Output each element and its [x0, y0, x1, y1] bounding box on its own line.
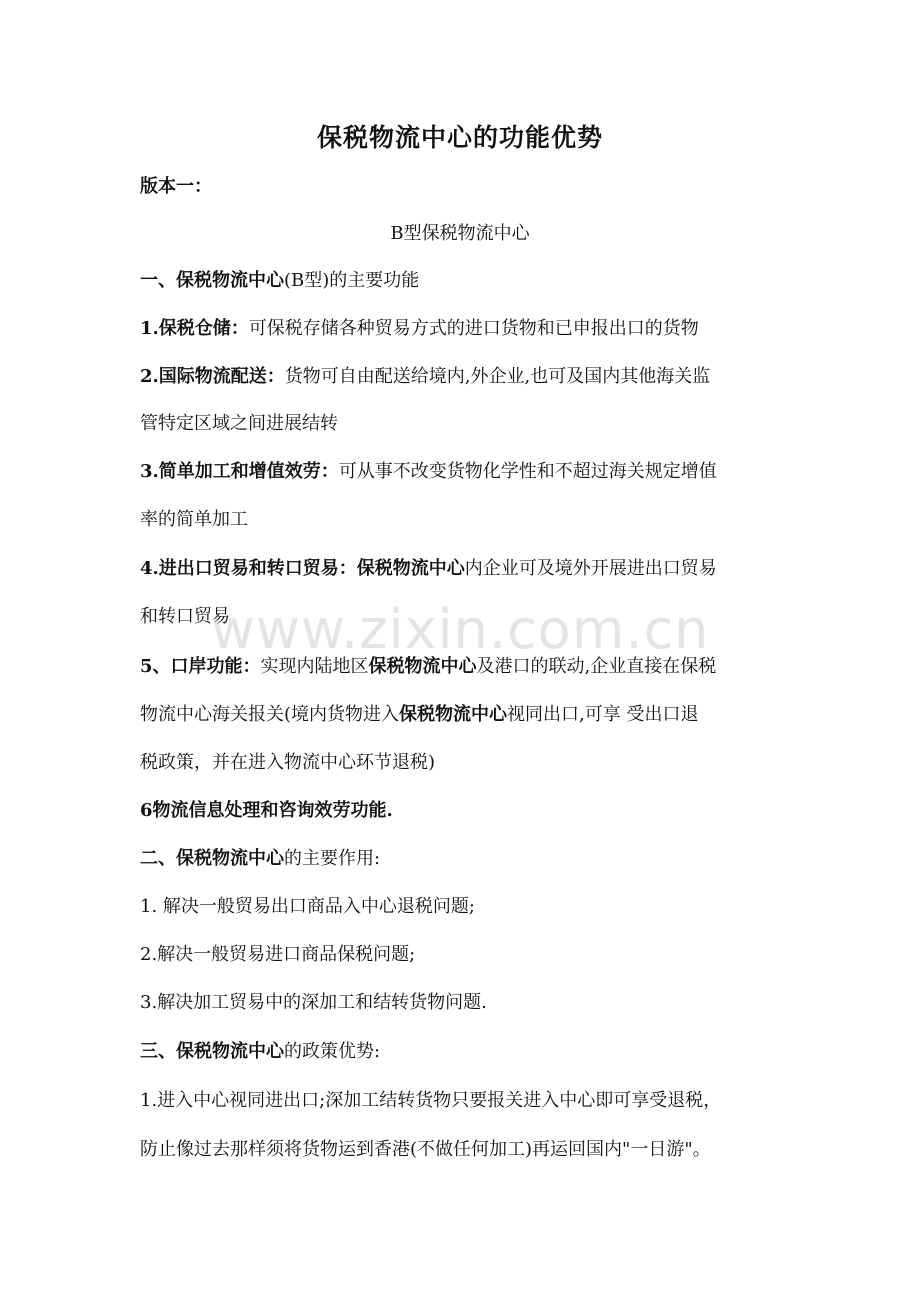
- function-item-5-cont: 物流中心海关报关(境内货物进入保税物流中心视同出口,可享 受出口退: [140, 704, 699, 725]
- function-item-3: 3.简单加工和增值效劳：可从事不改变货物化学性和不超过海关规定增值: [140, 461, 717, 482]
- function-item-4: 4.进出口贸易和转口贸易：保税物流中心内企业可及境外开展进出口贸易: [140, 558, 717, 579]
- policy-item-1: 1.进入中心视同进出口;深加工结转货物只要报关进入中心即可享受退税，: [140, 1090, 722, 1111]
- section-heading-3: 三、保税物流中心的政策优势:: [140, 1041, 381, 1062]
- function-item-2: 2.国际物流配送：货物可自由配送给境内,外企业,也可及国内其他海关监: [140, 366, 711, 387]
- policy-item-1-cont: 防止像过去那样须将货物运到香港(不做任何加工)再运回国内"一日游"。: [140, 1139, 711, 1160]
- function-item-2-cont: 管特定区域之间进展结转: [140, 413, 338, 434]
- function-item-5: 5、口岸功能：实现内陆地区保税物流中心及港口的联动,企业直接在保税: [140, 656, 717, 677]
- role-item-3: 3.解决加工贸易中的深加工和结转货物问题.: [140, 992, 487, 1013]
- function-item-4-cont: 和转口贸易: [140, 606, 230, 627]
- role-item-1: 1. 解决一般贸易出口商品入中心退税问题;: [140, 896, 475, 917]
- watermark: www.zixin.com.cn: [210, 598, 710, 661]
- section-heading-1: 一、保税物流中心(B型)的主要功能: [140, 270, 420, 291]
- function-item-1: 1.保税仓储：可保税存储各种贸易方式的进口货物和已申报出口的货物: [140, 318, 699, 339]
- version-label: 版本一：: [140, 176, 212, 197]
- function-item-5-cont2: 税政策，并在进入物流中心环节退税): [140, 752, 436, 773]
- role-item-2: 2.解决一般贸易进口商品保税问题;: [140, 944, 416, 965]
- function-item-3-cont: 率的简单加工: [140, 509, 248, 530]
- subtitle: B型保税物流中心: [390, 223, 530, 244]
- section-heading-2: 二、保税物流中心的主要作用:: [140, 848, 381, 869]
- page-title: 保税物流中心的功能优势: [316, 123, 603, 152]
- function-item-6: 6物流信息处理和咨询效劳功能.: [140, 800, 393, 821]
